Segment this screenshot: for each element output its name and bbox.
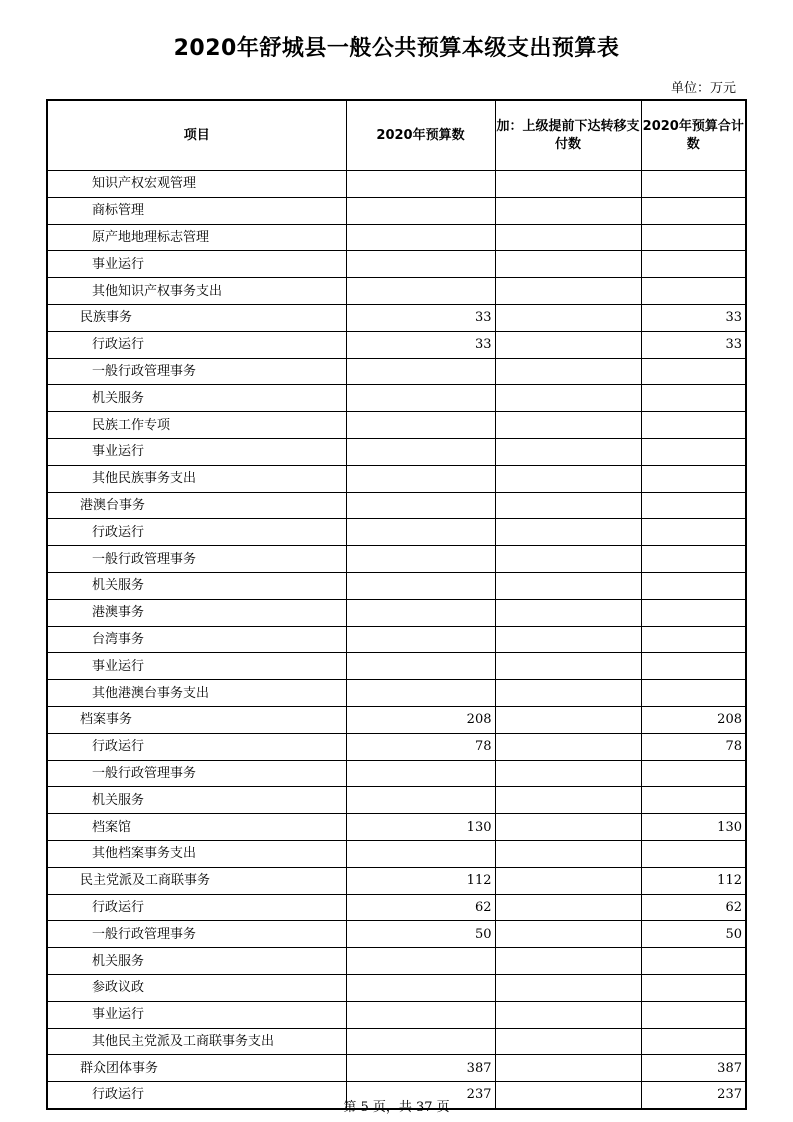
row-total-value xyxy=(641,680,746,707)
row-total-value xyxy=(641,385,746,412)
table-row xyxy=(47,840,746,867)
row-budget-value xyxy=(346,465,495,492)
row-budget-value xyxy=(346,438,495,465)
row-item-name: 其他民族事务支出 xyxy=(47,465,346,492)
row-item-name: 事业运行 xyxy=(47,1001,346,1028)
row-total-value xyxy=(641,599,746,626)
row-total-value: 208 xyxy=(641,706,746,733)
row-transfer-value xyxy=(495,867,641,894)
row-item-name: 机关服务 xyxy=(47,572,346,599)
row-item-name: 其他档案事务支出 xyxy=(47,840,346,867)
row-total-value xyxy=(641,358,746,385)
row-budget-value: 62 xyxy=(346,894,495,921)
row-budget-value xyxy=(346,948,495,975)
row-budget-value: 208 xyxy=(346,706,495,733)
unit-label: 单位：万元 xyxy=(670,81,736,96)
table-row xyxy=(47,546,746,573)
header-item: 项目 xyxy=(47,100,346,171)
budget-table xyxy=(46,99,747,1110)
table-row xyxy=(47,599,746,626)
row-transfer-value xyxy=(495,1028,641,1055)
row-total-value xyxy=(641,546,746,573)
row-total-value: 130 xyxy=(641,814,746,841)
row-budget-value xyxy=(346,787,495,814)
row-item-name: 民主党派及工商联事务 xyxy=(47,867,346,894)
row-total-value xyxy=(641,412,746,439)
table-row xyxy=(47,626,746,653)
row-budget-value xyxy=(346,760,495,787)
row-total-value xyxy=(641,626,746,653)
row-transfer-value xyxy=(495,412,641,439)
table-row xyxy=(47,278,746,305)
page-footer: 第 5 页，共 37 页 xyxy=(343,1100,450,1115)
row-item-name: 档案事务 xyxy=(47,706,346,733)
table-row xyxy=(47,519,746,546)
table-row xyxy=(47,706,746,733)
row-total-value: 50 xyxy=(641,921,746,948)
table-row xyxy=(47,438,746,465)
table-row xyxy=(47,894,746,921)
row-transfer-value xyxy=(495,224,641,251)
row-budget-value xyxy=(346,385,495,412)
row-transfer-value xyxy=(495,626,641,653)
row-total-value xyxy=(641,1028,746,1055)
row-total-value: 112 xyxy=(641,867,746,894)
row-item-name: 一般行政管理事务 xyxy=(47,546,346,573)
row-total-value xyxy=(641,840,746,867)
row-transfer-value xyxy=(495,465,641,492)
header-budget: 2020年预算数 xyxy=(346,100,495,171)
row-transfer-value xyxy=(495,974,641,1001)
row-total-value: 78 xyxy=(641,733,746,760)
row-transfer-value xyxy=(495,894,641,921)
row-budget-value xyxy=(346,358,495,385)
row-budget-value xyxy=(346,1001,495,1028)
row-transfer-value xyxy=(495,385,641,412)
row-transfer-value xyxy=(495,492,641,519)
row-transfer-value xyxy=(495,733,641,760)
row-transfer-value xyxy=(495,304,641,331)
row-item-name: 行政运行 xyxy=(47,1082,346,1109)
row-budget-value xyxy=(346,171,495,198)
row-total-value xyxy=(641,572,746,599)
row-item-name: 事业运行 xyxy=(47,653,346,680)
row-total-value xyxy=(641,787,746,814)
row-transfer-value xyxy=(495,706,641,733)
row-transfer-value xyxy=(495,1001,641,1028)
row-total-value xyxy=(641,974,746,1001)
row-total-value xyxy=(641,948,746,975)
row-transfer-value xyxy=(495,197,641,224)
table-body xyxy=(47,171,746,1109)
row-transfer-value xyxy=(495,599,641,626)
row-transfer-value xyxy=(495,787,641,814)
row-item-name: 知识产权宏观管理 xyxy=(47,171,346,198)
row-budget-value xyxy=(346,653,495,680)
page-title: 2020年舒城县一般公共预算本级支出预算表 xyxy=(173,36,620,61)
row-budget-value xyxy=(346,626,495,653)
row-item-name: 机关服务 xyxy=(47,948,346,975)
row-budget-value xyxy=(346,1028,495,1055)
row-item-name: 原产地地理标志管理 xyxy=(47,224,346,251)
row-item-name: 机关服务 xyxy=(47,787,346,814)
row-total-value xyxy=(641,251,746,278)
row-budget-value xyxy=(346,572,495,599)
row-transfer-value xyxy=(495,331,641,358)
row-transfer-value xyxy=(495,1055,641,1082)
row-transfer-value xyxy=(495,278,641,305)
row-budget-value xyxy=(346,974,495,1001)
table-row xyxy=(47,492,746,519)
row-item-name: 事业运行 xyxy=(47,438,346,465)
row-budget-value: 50 xyxy=(346,921,495,948)
row-budget-value: 112 xyxy=(346,867,495,894)
table-row xyxy=(47,465,746,492)
table-row xyxy=(47,251,746,278)
row-total-value xyxy=(641,171,746,198)
table-row xyxy=(47,304,746,331)
row-transfer-value xyxy=(495,519,641,546)
row-budget-value xyxy=(346,599,495,626)
row-budget-value xyxy=(346,412,495,439)
row-budget-value xyxy=(346,519,495,546)
table-row xyxy=(47,680,746,707)
row-total-value xyxy=(641,760,746,787)
header-transfer: 加：上级提前下达转移支付数 xyxy=(495,100,641,171)
row-item-name: 港澳事务 xyxy=(47,599,346,626)
row-total-value: 387 xyxy=(641,1055,746,1082)
row-total-value xyxy=(641,492,746,519)
row-budget-value xyxy=(346,492,495,519)
row-item-name: 民族事务 xyxy=(47,304,346,331)
row-item-name: 港澳台事务 xyxy=(47,492,346,519)
row-item-name: 档案馆 xyxy=(47,814,346,841)
row-budget-value: 33 xyxy=(346,331,495,358)
row-budget-value: 387 xyxy=(346,1055,495,1082)
table-row xyxy=(47,412,746,439)
table-row xyxy=(47,171,746,198)
row-budget-value xyxy=(346,278,495,305)
row-item-name: 商标管理 xyxy=(47,197,346,224)
row-item-name: 行政运行 xyxy=(47,519,346,546)
row-transfer-value xyxy=(495,680,641,707)
row-item-name: 事业运行 xyxy=(47,251,346,278)
table-row xyxy=(47,331,746,358)
row-item-name: 一般行政管理事务 xyxy=(47,358,346,385)
table-row xyxy=(47,385,746,412)
row-budget-value xyxy=(346,197,495,224)
header-row xyxy=(47,100,746,171)
row-total-value xyxy=(641,197,746,224)
row-budget-value: 130 xyxy=(346,814,495,841)
table-row xyxy=(47,197,746,224)
row-transfer-value xyxy=(495,760,641,787)
row-item-name: 参政议政 xyxy=(47,974,346,1001)
table-row xyxy=(47,572,746,599)
row-transfer-value xyxy=(495,358,641,385)
row-budget-value xyxy=(346,546,495,573)
row-total-value xyxy=(641,653,746,680)
row-item-name: 台湾事务 xyxy=(47,626,346,653)
row-total-value xyxy=(641,438,746,465)
row-budget-value xyxy=(346,840,495,867)
row-total-value xyxy=(641,1001,746,1028)
row-transfer-value xyxy=(495,921,641,948)
row-transfer-value xyxy=(495,171,641,198)
table-row xyxy=(47,921,746,948)
row-total-value xyxy=(641,465,746,492)
row-item-name: 行政运行 xyxy=(47,894,346,921)
row-total-value: 33 xyxy=(641,304,746,331)
row-item-name: 行政运行 xyxy=(47,733,346,760)
row-transfer-value xyxy=(495,251,641,278)
row-item-name: 一般行政管理事务 xyxy=(47,760,346,787)
row-total-value: 237 xyxy=(641,1082,746,1109)
header-total: 2020年预算合计数 xyxy=(641,100,746,171)
table-header xyxy=(47,100,746,171)
row-transfer-value xyxy=(495,840,641,867)
table-row xyxy=(47,787,746,814)
row-budget-value xyxy=(346,680,495,707)
row-transfer-value xyxy=(495,653,641,680)
table-row xyxy=(47,733,746,760)
row-transfer-value xyxy=(495,572,641,599)
table-row xyxy=(47,948,746,975)
row-total-value xyxy=(641,519,746,546)
table-row xyxy=(47,1055,746,1082)
table-row xyxy=(47,358,746,385)
table-row xyxy=(47,1028,746,1055)
table-row xyxy=(47,814,746,841)
row-budget-value: 237 xyxy=(346,1082,495,1109)
row-total-value xyxy=(641,224,746,251)
row-item-name: 民族工作专项 xyxy=(47,412,346,439)
row-total-value xyxy=(641,278,746,305)
row-budget-value: 78 xyxy=(346,733,495,760)
table-row xyxy=(47,224,746,251)
table-row xyxy=(47,653,746,680)
row-budget-value: 33 xyxy=(346,304,495,331)
row-item-name: 其他港澳台事务支出 xyxy=(47,680,346,707)
table-row xyxy=(47,760,746,787)
table-row xyxy=(47,974,746,1001)
row-total-value: 62 xyxy=(641,894,746,921)
row-transfer-value xyxy=(495,814,641,841)
row-item-name: 其他知识产权事务支出 xyxy=(47,278,346,305)
row-item-name: 群众团体事务 xyxy=(47,1055,346,1082)
row-transfer-value xyxy=(495,948,641,975)
row-item-name: 行政运行 xyxy=(47,331,346,358)
row-transfer-value xyxy=(495,438,641,465)
row-item-name: 其他民主党派及工商联事务支出 xyxy=(47,1028,346,1055)
table-row xyxy=(47,1001,746,1028)
row-budget-value xyxy=(346,224,495,251)
table-row xyxy=(47,867,746,894)
row-total-value: 33 xyxy=(641,331,746,358)
row-item-name: 机关服务 xyxy=(47,385,346,412)
row-item-name: 一般行政管理事务 xyxy=(47,921,346,948)
row-transfer-value xyxy=(495,546,641,573)
row-budget-value xyxy=(346,251,495,278)
